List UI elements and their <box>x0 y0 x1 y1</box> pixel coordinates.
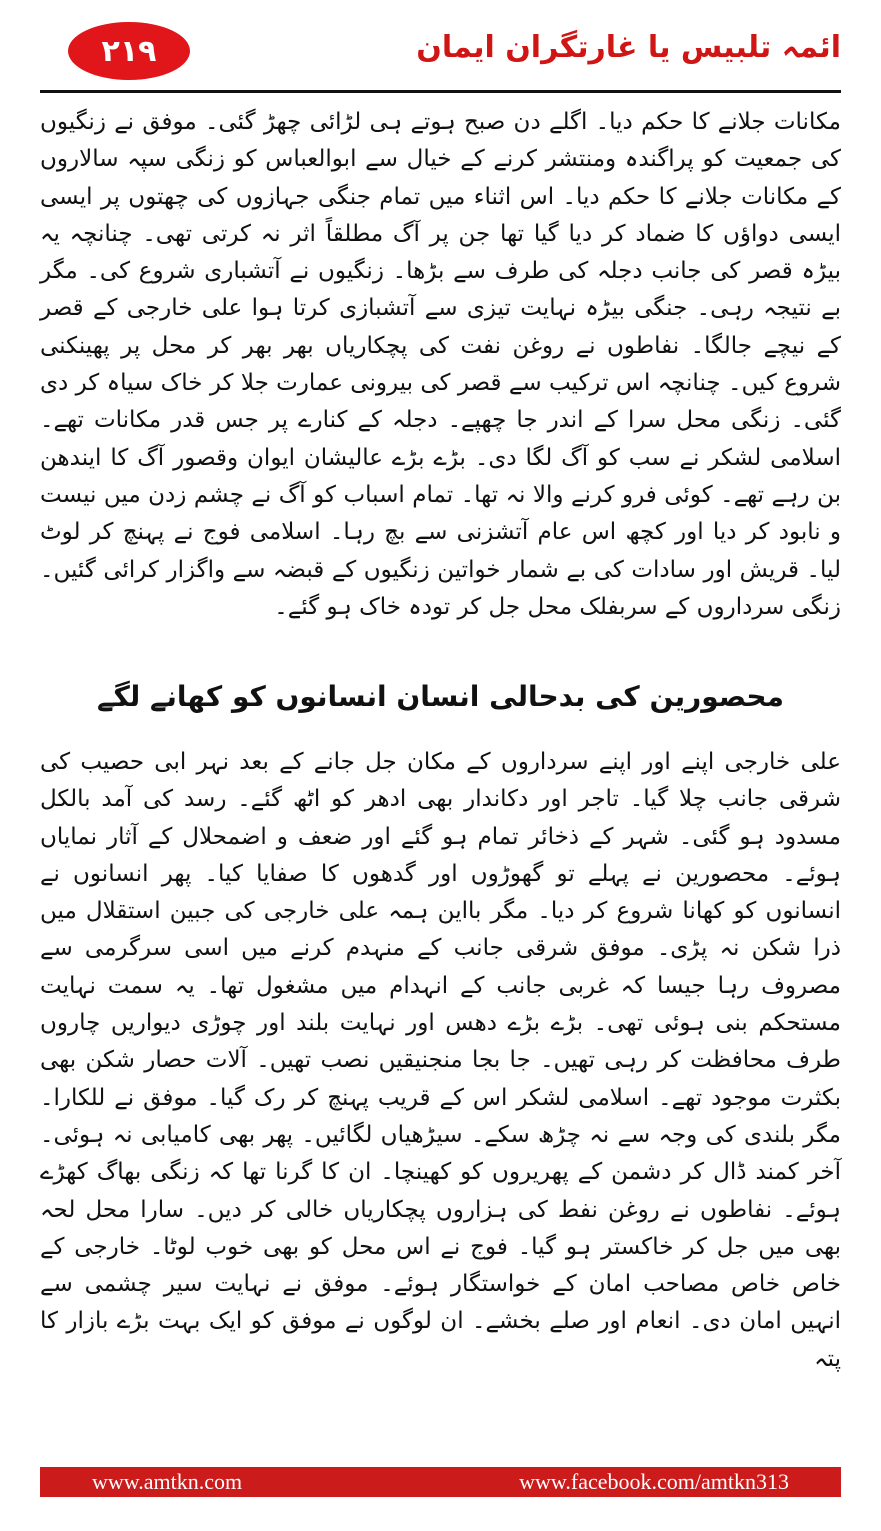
book-title: ائمہ تلبیس یا غارتگران ایمان <box>416 30 841 65</box>
page-header <box>40 18 841 88</box>
facebook-link[interactable]: www.facebook.com/amtkn313 <box>519 1469 789 1494</box>
header-divider <box>40 90 841 93</box>
section-heading: محصورین کی بدحالی انسان انسانوں کو کھانے لگے <box>97 680 784 713</box>
paragraph: علی خارجی اپنے اور اپنے سرداروں کے مکان جل جانے کے بعد نہر ابی حصیب کی شرقی جانب چلا گیا۔ تاجر اور دکاندار بھی ادھر کو اٹھ گئے۔ رسد کی آمد بالکل مسدود ہو گئی۔ شہر کے ذخائر تمام ہو گئے اور ضعف و اضمحلال کے آثار نمایاں ہوئے۔ محصورین نے پہلے تو گھوڑوں اور گدھوں کا صفایا کیا۔ پھر انسانوں نے انسانوں کو کھانا شروع کر دیا۔ مگر بااین ہمہ علی خارجی کی جبین استقلال میں ذرا شکن نہ پڑی۔ موفق شرقی جانب کے منہدم کرنے میں اسی سرگرمی سے مصروف رہا جیسا کہ غربی جانب کے انہدام میں مشغول تھا۔ یہ سمت نہایت مستحکم بنی ہوئی تھی۔ بڑے بڑے دھس اور نہایت بلند اور چوڑی دیواریں چاروں طرف محافظت کر رہی تھیں۔ جا بجا منجنیقیں نصب تھیں۔ آلات حصار شکن بھی بکثرت موجود تھے۔ اسلامی لشکر اس کے قریب پہنچ کر رک گیا۔ موفق نے للکارا۔ مگر بلندی کی وجہ سے نہ چڑھ سکے۔ سیڑھیاں لگائیں۔ پھر بھی کامیابی نہ ہوئی۔ آخر کمند ڈال کر دشمن کے پھریروں کو کھینچا۔ ان کا گرنا تھا کہ زنگی بھاگ کھڑے ہوئے۔ نفاطوں نے روغن نفط کی ہزاروں پچکاریاں خالی کر دیں۔ سارا محل لحہ بھی میں جل کر خاکستر ہو گیا۔ فوج نے اس محل کو بھی خوب لوٹا۔ خارجی کے خاص خاص مصاحب امان کے خواستگار ہوئے۔ موفق نے نہایت سیر چشمی سے انہیں امان دی۔ انعام اور صلے بخشے۔ ان لوگوں نے موفق کو ایک بہت بڑے بازار کا پتہ <box>40 749 841 1372</box>
website-link[interactable]: www.amtkn.com <box>92 1469 243 1494</box>
paragraph: مکانات جلانے کا حکم دیا۔ اگلے دن صبح ہوتے ہی لڑائی چھڑ گئی۔ موفق نے زنگیوں کی جمعیت کو پراگندہ ومنتشر کرنے کے خیال سے ابوالعباس کو زنگی سپہ سالاروں کے مکانات جلانے کا حکم دیا۔ اس اثناء میں تمام جنگی جہازوں کی چھتوں پر ایسی ایسی دواؤں کا ضماد کر دیا گیا تھا جن پر آگ مطلقاً اثر نہ کرتی تھی۔ چنانچہ یہ بیڑہ قصر کی جانب دجلہ کی طرف سے بڑھا۔ زنگیوں نے آتشباری شروع کی۔ مگر بے نتیجہ رہی۔ جنگی بیڑہ نہایت تیزی سے آتشبازی کرتا ہوا علی خارجی کے قصر کے نیچے جالگا۔ نفاطوں نے روغن نفت کی پچکاریاں بھر بھر کر محل پر پھینکنی شروع کیں۔ چنانچہ اس ترکیب سے قصر کی بیرونی عمارت جلا کر خاک سیاہ کر دی گئی۔ زنگی محل سرا کے اندر جا چھپے۔ دجلہ کے کنارے پر جس قدر مکانات تھے۔ اسلامی لشکر نے سب کو آگ لگا دی۔ بڑے بڑے عالیشان ایوان وقصور آگ کا ایندھن بن رہے تھے۔ کوئی فرو کرنے والا نہ تھا۔ تمام اسباب کو آگ نے چشم زدن میں نیست و نابود کر دیا اور کچھ اس عام آتشزنی سے بچ رہا۔ اسلامی فوج نے پہنچ کر لوٹ لیا۔ قریش اور سادات کی بے شمار خواتین زنگیوں کے قبضہ سے واگزار کرائی گئیں۔ زنگی سرداروں کے سربفلک محل جل کر تودہ خاک ہو گئے۔ <box>40 109 841 620</box>
body-section-2 <box>40 744 841 1378</box>
footer-bar <box>40 1467 841 1497</box>
body-section-1 <box>40 104 841 626</box>
page-number-badge: ۲۱۹ <box>68 22 190 80</box>
